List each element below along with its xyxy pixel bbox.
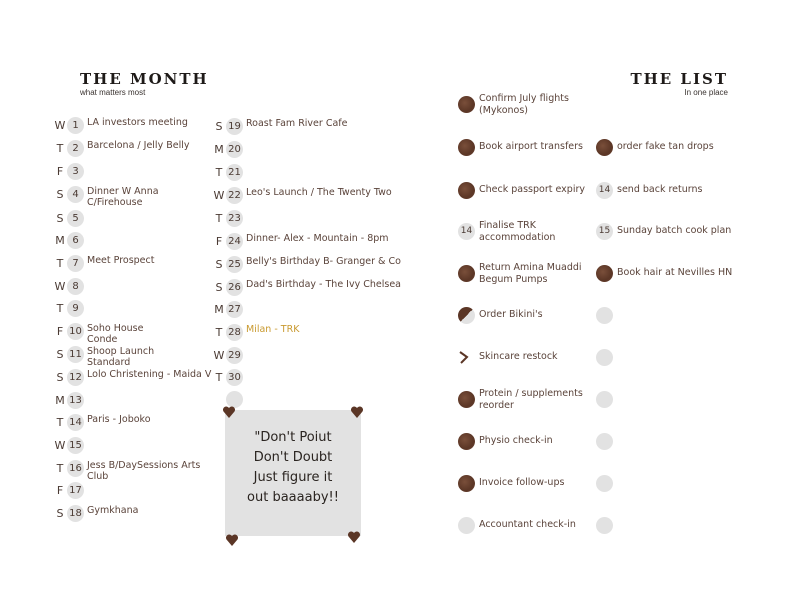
list-item-label: Physio check-in (479, 435, 553, 446)
checkbox[interactable] (458, 182, 475, 199)
day-of-week: T (215, 371, 223, 384)
day-of-week: W (54, 119, 66, 132)
checkbox[interactable] (596, 517, 613, 534)
day-number: 21 (226, 164, 243, 181)
checkbox[interactable] (596, 349, 613, 366)
day-number: 22 (226, 187, 243, 204)
day-of-week: S (56, 348, 64, 361)
day-of-week: S (56, 188, 64, 201)
day-of-week: S (215, 281, 223, 294)
day-of-week: T (56, 462, 64, 475)
day-of-week: M (214, 143, 224, 156)
sticky-note (225, 410, 361, 536)
checkbox[interactable]: 14 (596, 182, 613, 199)
day-entry: Dinner- Alex - Mountain - 8pm (246, 233, 389, 244)
day-of-week: S (56, 507, 64, 520)
day-of-week: M (214, 303, 224, 316)
heart-icon (225, 533, 239, 547)
list-subtitle: In one place (684, 88, 728, 97)
checkbox[interactable] (458, 265, 475, 282)
day-number: 20 (226, 141, 243, 158)
day-of-week: T (56, 416, 64, 429)
day-entry: Dad's Birthday - The Ivy Chelsea (246, 279, 402, 290)
day-number: 5 (67, 210, 84, 227)
checkbox[interactable] (596, 391, 613, 408)
checkbox[interactable] (596, 265, 613, 282)
day-number: 29 (226, 347, 243, 364)
day-number: 16 (67, 460, 84, 477)
checkbox[interactable] (458, 391, 475, 408)
day-number: 14 (67, 414, 84, 431)
day-of-week: S (56, 371, 64, 384)
list-item-label: Skincare restock (479, 351, 558, 362)
checkbox[interactable] (458, 475, 475, 492)
day-entry: Belly's Birthday B- Granger & Co (246, 256, 401, 267)
day-entry: Jess B/DaySessions Arts Club (87, 460, 201, 482)
day-number: 8 (67, 278, 84, 295)
heart-icon (222, 405, 236, 419)
list-item-label: Invoice follow-ups (479, 477, 565, 488)
day-number: 24 (226, 233, 243, 250)
day-number: 12 (67, 369, 84, 386)
day-of-week: F (56, 165, 64, 178)
day-of-week: S (215, 258, 223, 271)
day-number: 10 (67, 323, 84, 340)
checkbox[interactable] (596, 475, 613, 492)
day-of-week: W (54, 280, 66, 293)
day-number: 11 (67, 346, 84, 363)
list-title: THE LIST (630, 70, 728, 88)
day-number: 4 (67, 186, 84, 203)
day-of-week: M (55, 394, 65, 407)
note-line: Just figure it (253, 470, 333, 485)
checkbox[interactable] (458, 96, 475, 113)
day-number: 27 (226, 301, 243, 318)
day-entry: Paris - Joboko (87, 414, 151, 425)
day-entry: Dinner W Anna C/Firehouse (87, 186, 159, 208)
note-text (225, 428, 361, 508)
checkbox[interactable] (458, 517, 475, 534)
day-of-week: T (215, 212, 223, 225)
day-entry: Meet Prospect (87, 255, 155, 266)
month-subtitle: what matters most (80, 88, 146, 97)
day-of-week: T (56, 257, 64, 270)
day-of-week: W (213, 189, 225, 202)
day-entry: Gymkhana (87, 505, 139, 516)
day-number: 15 (67, 437, 84, 454)
day-of-week: W (54, 439, 66, 452)
list-item-label: send back returns (617, 184, 703, 195)
day-number: 1 (67, 117, 84, 134)
note-line: Don't Doubt (253, 450, 333, 465)
day-of-week: T (56, 302, 64, 315)
checkbox[interactable] (458, 307, 475, 324)
day-number: 17 (67, 482, 84, 499)
day-entry: Leo's Launch / The Twenty Two (246, 187, 392, 198)
day-of-week: S (56, 212, 64, 225)
day-entry: Milan - TRK (246, 324, 300, 335)
day-entry: Soho House Conde (87, 323, 144, 345)
day-number: 26 (226, 279, 243, 296)
day-of-week: T (215, 166, 223, 179)
day-of-week: F (215, 235, 223, 248)
list-item-label: Accountant check-in (479, 519, 576, 530)
day-number: 9 (67, 300, 84, 317)
day-number: 25 (226, 256, 243, 273)
day-of-week: W (213, 349, 225, 362)
day-number: 19 (226, 118, 243, 135)
list-item-label: Sunday batch cook plan (617, 225, 732, 236)
day-entry: LA investors meeting (87, 117, 188, 128)
month-title: THE MONTH (80, 70, 209, 88)
list-item-label: Return Amina Muaddi Begum Pumps (479, 262, 582, 285)
checkbox[interactable]: 14 (458, 223, 475, 240)
day-number: 6 (67, 232, 84, 249)
list-item-label: Confirm July flights (Mykonos) (479, 93, 569, 116)
heart-icon (350, 405, 364, 419)
day-of-week: F (56, 325, 64, 338)
day-of-week: T (56, 142, 64, 155)
checkbox[interactable] (596, 433, 613, 450)
list-item-label: Book hair at Nevilles HN (617, 267, 733, 278)
heart-icon (347, 530, 361, 544)
checkbox[interactable] (458, 139, 475, 156)
day-number: 30 (226, 369, 243, 386)
day-of-week: M (55, 234, 65, 247)
day-number: 28 (226, 324, 243, 341)
day-number: 23 (226, 210, 243, 227)
day-number: 3 (67, 163, 84, 180)
day-number: 13 (67, 392, 84, 409)
list-item-label: Protein / supplements reorder (479, 388, 583, 411)
list-item-label: order fake tan drops (617, 141, 714, 152)
list-item-label: Check passport expiry (479, 184, 585, 195)
day-entry: Shoop Launch Standard (87, 346, 155, 368)
day-entry: Lolo Christening - Maida V (87, 369, 212, 380)
list-item-label: Order Bikini's (479, 309, 543, 320)
day-number: 18 (67, 505, 84, 522)
day-entry: Barcelona / Jelly Belly (87, 140, 190, 151)
checkbox[interactable]: 15 (596, 223, 613, 240)
list-item-label: Book airport transfers (479, 141, 583, 152)
day-of-week: S (215, 120, 223, 133)
list-item-label: Finalise TRK accommodation (479, 220, 556, 243)
checkbox[interactable] (458, 433, 475, 450)
note-line: "Don't Poiut (254, 430, 332, 445)
checkbox[interactable] (596, 139, 613, 156)
checkbox[interactable] (458, 349, 475, 366)
note-line: out baaaaby!! (247, 490, 339, 505)
day-entry: Roast Fam River Cafe (246, 118, 348, 129)
day-number: 2 (67, 140, 84, 157)
day-of-week: T (215, 326, 223, 339)
checkbox[interactable] (596, 307, 613, 324)
day-of-week: F (56, 484, 64, 497)
day-number: 7 (67, 255, 84, 272)
